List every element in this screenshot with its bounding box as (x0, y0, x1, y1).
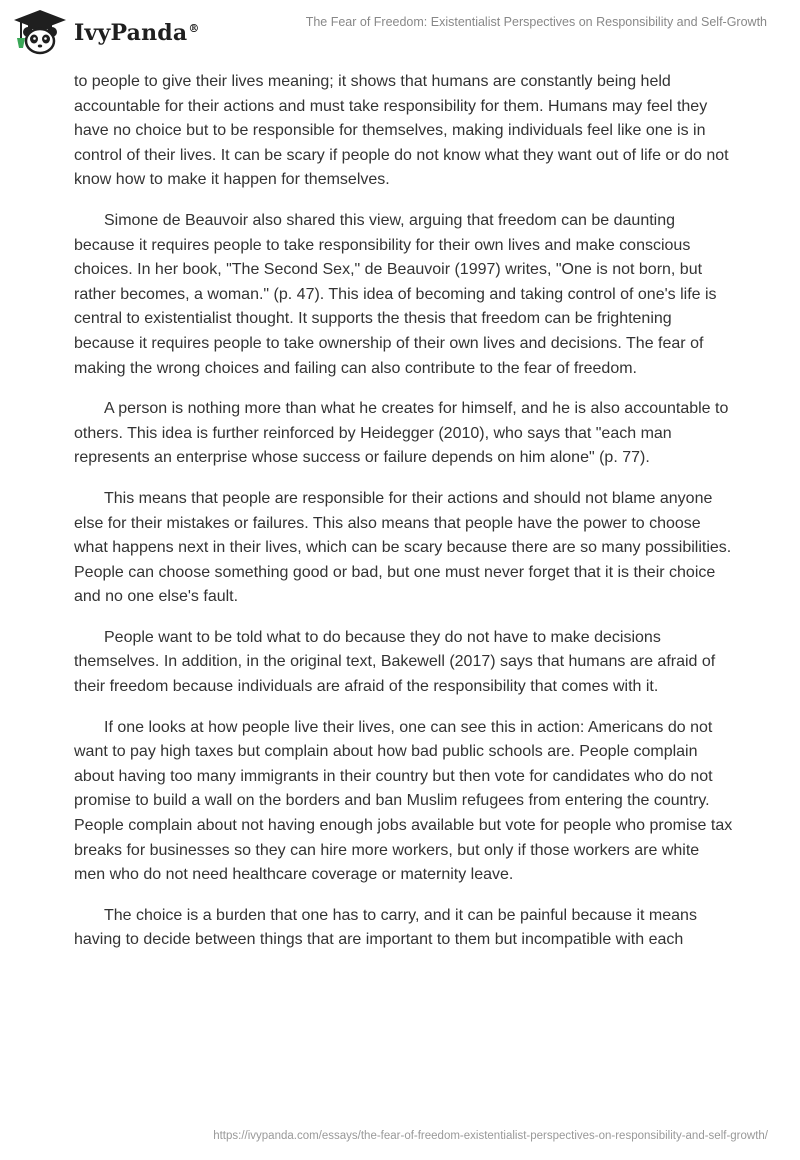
brand-logo[interactable] (12, 8, 212, 56)
essay-body (74, 70, 734, 969)
paragraph: Simone de Beauvoir also shared this view, arguing that freedom can be daunting because it requires people to take responsibility for their own lives and make conscious choices. In her book, "The Second Sex," de Beauvoir (1997) writes, "One is not born, but rather becomes, a woman." (p. 47). This idea of becoming and taking control of one's life is central to existentialist thought. It supports the thesis that freedom can be frightening because it requires people to take ownership of their own lives and decisions. The fear of making the wrong choices and failing can also contribute to the fear of freedom. (74, 211, 717, 377)
page-header (0, 0, 800, 70)
paragraph: The choice is a burden that one has to carry, and it can be painful because it means having to decide between things that are important to them but incompatible with each (74, 906, 697, 949)
brand-name: IvyPanda® (74, 20, 200, 46)
paragraph: People want to be told what to do because they do not have to make decisions themselves. In addition, in the original text, Bakewell (2017) says that humans are afraid of their freedom because individuals are afraid of the responsibility that comes with it. (74, 628, 716, 696)
document-title: The Fear of Freedom: Existentialist Perspectives on Responsibility and Self-Growth (305, 15, 767, 29)
source-url[interactable]: https://ivypanda.com/essays/the-fear-of-freedom-existentialist-perspectives-on-responsibility-and-self-growth/ (213, 1130, 768, 1142)
paragraph: If one looks at how people live their lives, one can see this in action: Americans do not want to pay high taxes but complain about how bad public schools are. People complain about having too many immigrants in their country but then vote for candidates who do not promise to build a wall on the borders and ban Muslim refugees from entering the country. People complain about not having enough jobs available but vote for people who promise tax breaks for businesses so they can hire more workers, but only if those workers are white men who do not need healthcare coverage or maternity leave. (74, 718, 733, 884)
paragraph: A person is nothing more than what he creates for himself, and he is also accountable to others. This idea is further reinforced by Heidegger (2010), who says that "each man represents an enterprise whose success or failure depends on him alone" (p. 77). (74, 400, 729, 467)
panda-graduate-icon (12, 8, 68, 56)
paragraph: to people to give their lives meaning; it shows that humans are constantly being held accountable for their actions and must take responsibility for them. Humans may feel they have no choice but to be responsible for themselves, making individuals feel like one is in control of their lives. It can be scary if people do not know what they want out of life or do not know how to make it happen for themselves. (74, 73, 729, 189)
paragraph: This means that people are responsible for their actions and should not blame anyone else for their mistakes or failures. This also means that people have the power to choose what happens next in their lives, which can be scary because there are so many possibilities. People can choose something good or bad, but one must never forget that it is their choice and no one else's fault. (74, 489, 732, 606)
